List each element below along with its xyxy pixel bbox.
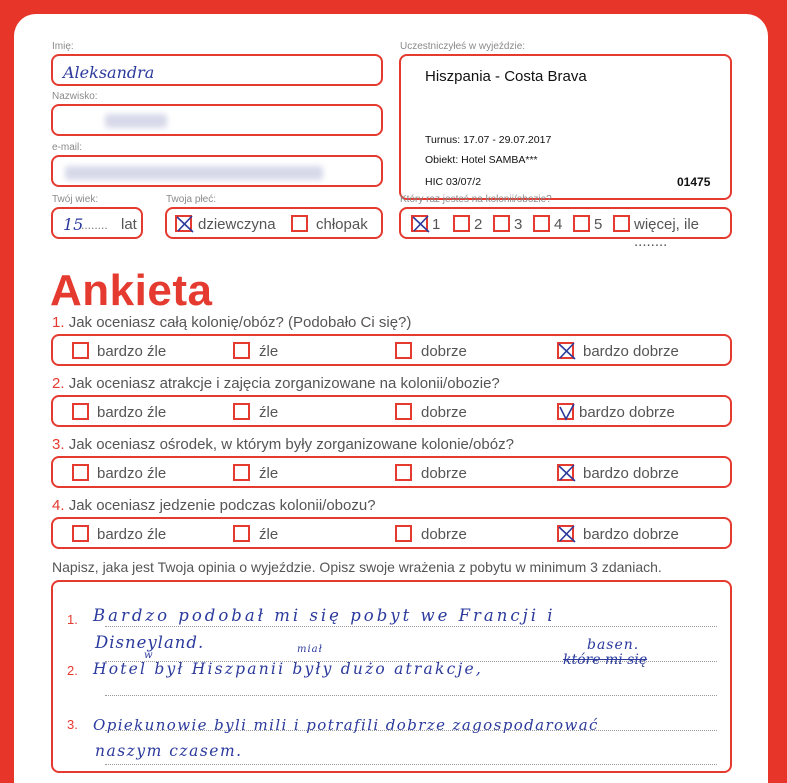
q4-option-2-checkbox[interactable]: [233, 525, 250, 542]
q1-option-4-checkbox[interactable]: [557, 342, 574, 359]
question-1: [52, 314, 411, 331]
answer-line: [105, 626, 717, 627]
gender-male-label: chłopak: [316, 216, 368, 233]
question-3: [52, 436, 514, 453]
trip-number: 01475: [677, 175, 711, 189]
answer-line: [105, 764, 717, 765]
trip-box: [399, 54, 732, 200]
name-field[interactable]: [51, 54, 383, 86]
gender-female-label: dziewczyna: [198, 216, 276, 233]
times-5-label: 5: [594, 216, 603, 233]
check-cross-icon: [556, 341, 577, 362]
question-2-number: 2.: [52, 375, 65, 392]
q1-option-3-checkbox[interactable]: [395, 342, 412, 359]
q3-option-4-label: bardzo dobrze: [583, 465, 679, 482]
question-4: [52, 497, 376, 514]
q4-option-2-label: źle: [259, 526, 279, 543]
check-mark-icon: [556, 402, 577, 423]
q2-option-2-checkbox[interactable]: [233, 403, 250, 420]
question-4-number: 4.: [52, 497, 65, 514]
check-cross-icon: [556, 463, 577, 484]
survey-sheet: [14, 14, 768, 783]
trip-name: Hiszpania - Costa Brava: [425, 68, 587, 85]
q1-option-1-checkbox[interactable]: [72, 342, 89, 359]
q2-option-1-label: bardzo źle: [97, 404, 167, 421]
q4-option-1-checkbox[interactable]: [72, 525, 89, 542]
trip-turnus: Turnus: 17.07 - 29.07.2017: [425, 134, 552, 146]
q3-option-4-checkbox[interactable]: [557, 464, 574, 481]
question-3-answers: [51, 456, 732, 488]
age-dots: ........: [81, 218, 108, 232]
gender-female-checkbox[interactable]: [175, 215, 192, 232]
q2-option-3-checkbox[interactable]: [395, 403, 412, 420]
check-cross-icon: [174, 214, 195, 235]
age-field[interactable]: [51, 207, 143, 239]
q3-option-2-label: źle: [259, 465, 279, 482]
q4-option-4-label: bardzo dobrze: [583, 526, 679, 543]
q3-option-2-checkbox[interactable]: [233, 464, 250, 481]
question-2-answers: [51, 395, 732, 427]
q4-option-4-checkbox[interactable]: [557, 525, 574, 542]
opinion-line-1: Bardzo podobał mi się pobyt we Francji i: [93, 606, 556, 625]
times-4-checkbox[interactable]: [533, 215, 550, 232]
answer-line: [105, 695, 717, 696]
redacted-email: [65, 166, 323, 180]
q1-option-3-label: dobrze: [421, 343, 467, 360]
q2-option-4-checkbox[interactable]: [557, 403, 574, 420]
age-value: 15: [63, 215, 84, 234]
q4-option-3-label: dobrze: [421, 526, 467, 543]
q1-option-2-label: źle: [259, 343, 279, 360]
times-3-label: 3: [514, 216, 523, 233]
question-4-text: Jak oceniasz jedzenie podczas kolonii/obozu?: [68, 497, 376, 514]
times-5-checkbox[interactable]: [573, 215, 590, 232]
times-1-checkbox[interactable]: [411, 215, 428, 232]
opinion-line-3b: naszym czasem.: [95, 742, 243, 760]
page-title: Ankieta: [50, 266, 213, 315]
times-1-label: 1: [432, 216, 441, 233]
q3-option-3-label: dobrze: [421, 465, 467, 482]
name-label: Imię:: [52, 41, 74, 52]
opinion-number-1: 1.: [67, 612, 78, 627]
trip-code: HIC 03/07/2: [425, 176, 482, 188]
email-field[interactable]: [51, 155, 383, 187]
surname-label: Nazwisko:: [52, 91, 98, 102]
name-value: Aleksandra: [63, 63, 155, 82]
q3-option-3-checkbox[interactable]: [395, 464, 412, 481]
question-1-text: Jak oceniasz całą kolonię/obóz? (Podobało Ci się?): [68, 314, 412, 331]
check-cross-icon: [556, 524, 577, 545]
question-3-number: 3.: [52, 436, 65, 453]
opinion-insert-mial: miał: [297, 644, 323, 655]
times-field: [399, 207, 732, 250]
q4-option-1-label: bardzo źle: [97, 526, 167, 543]
opinion-insert-basen: basen.: [587, 637, 640, 653]
q2-option-3-label: dobrze: [421, 404, 467, 421]
trip-label: Uczestniczyłeś w wyjeździe:: [400, 41, 526, 52]
gender-field: [165, 207, 383, 239]
email-label: e-mail:: [52, 142, 83, 153]
question-3-text: Jak oceniasz ośrodek, w którym były zorganizowane kolonie/obóz?: [68, 436, 514, 453]
question-2: [52, 375, 500, 392]
gender-label: Twoja płeć:: [166, 194, 217, 205]
opinion-number-2: 2.: [67, 663, 78, 678]
question-1-number: 1.: [52, 314, 65, 331]
opinion-box[interactable]: [51, 580, 732, 773]
redacted-surname: [105, 114, 167, 128]
q3-option-1-label: bardzo źle: [97, 465, 167, 482]
opinion-line-1b: Disneyland.: [95, 633, 205, 652]
q4-option-3-checkbox[interactable]: [395, 525, 412, 542]
q1-option-1-label: bardzo źle: [97, 343, 167, 360]
opinion-line-3: Opiekunowie byli mili i potrafili dobrze zagospodarować: [93, 716, 599, 734]
trip-object: Obiekt: Hotel SAMBA***: [425, 154, 538, 166]
q2-option-1-checkbox[interactable]: [72, 403, 89, 420]
surname-field[interactable]: [51, 104, 383, 136]
opinion-prompt: Napisz, jaka jest Twoja opinia o wyjeździe. Opisz swoje wrażenia z pobytu w minimum 3 zdaniach.: [52, 559, 662, 575]
times-label: Który raz jesteś na kolonii/obozie?: [400, 194, 552, 205]
check-cross-icon: [410, 214, 431, 235]
q1-option-4-label: bardzo dobrze: [583, 343, 679, 360]
opinion-line-2: Hotel był Hiszpanii były dużo atrakcje,: [93, 660, 483, 678]
gender-male-checkbox[interactable]: [291, 215, 308, 232]
q1-option-2-checkbox[interactable]: [233, 342, 250, 359]
question-1-answers: [51, 334, 732, 366]
age-unit: lat: [121, 216, 137, 233]
opinion-struck-text: które mi się: [563, 652, 648, 668]
opinion-number-3: 3.: [67, 717, 78, 732]
age-label: Twój wiek:: [52, 194, 99, 205]
q2-option-2-label: źle: [259, 404, 279, 421]
times-3-checkbox[interactable]: [493, 215, 510, 232]
q3-option-1-checkbox[interactable]: [72, 464, 89, 481]
opinion-insert-w: w: [144, 650, 153, 661]
q2-option-4-label: bardzo dobrze: [579, 404, 675, 421]
times-4-label: 4: [554, 216, 563, 233]
times-more-label: więcej, ile ........: [634, 216, 700, 250]
times-more-checkbox[interactable]: [613, 215, 630, 232]
times-2-checkbox[interactable]: [453, 215, 470, 232]
question-4-answers: [51, 517, 732, 549]
times-2-label: 2: [474, 216, 483, 233]
question-2-text: Jak oceniasz atrakcje i zajęcia zorganizowane na kolonii/obozie?: [68, 375, 500, 392]
